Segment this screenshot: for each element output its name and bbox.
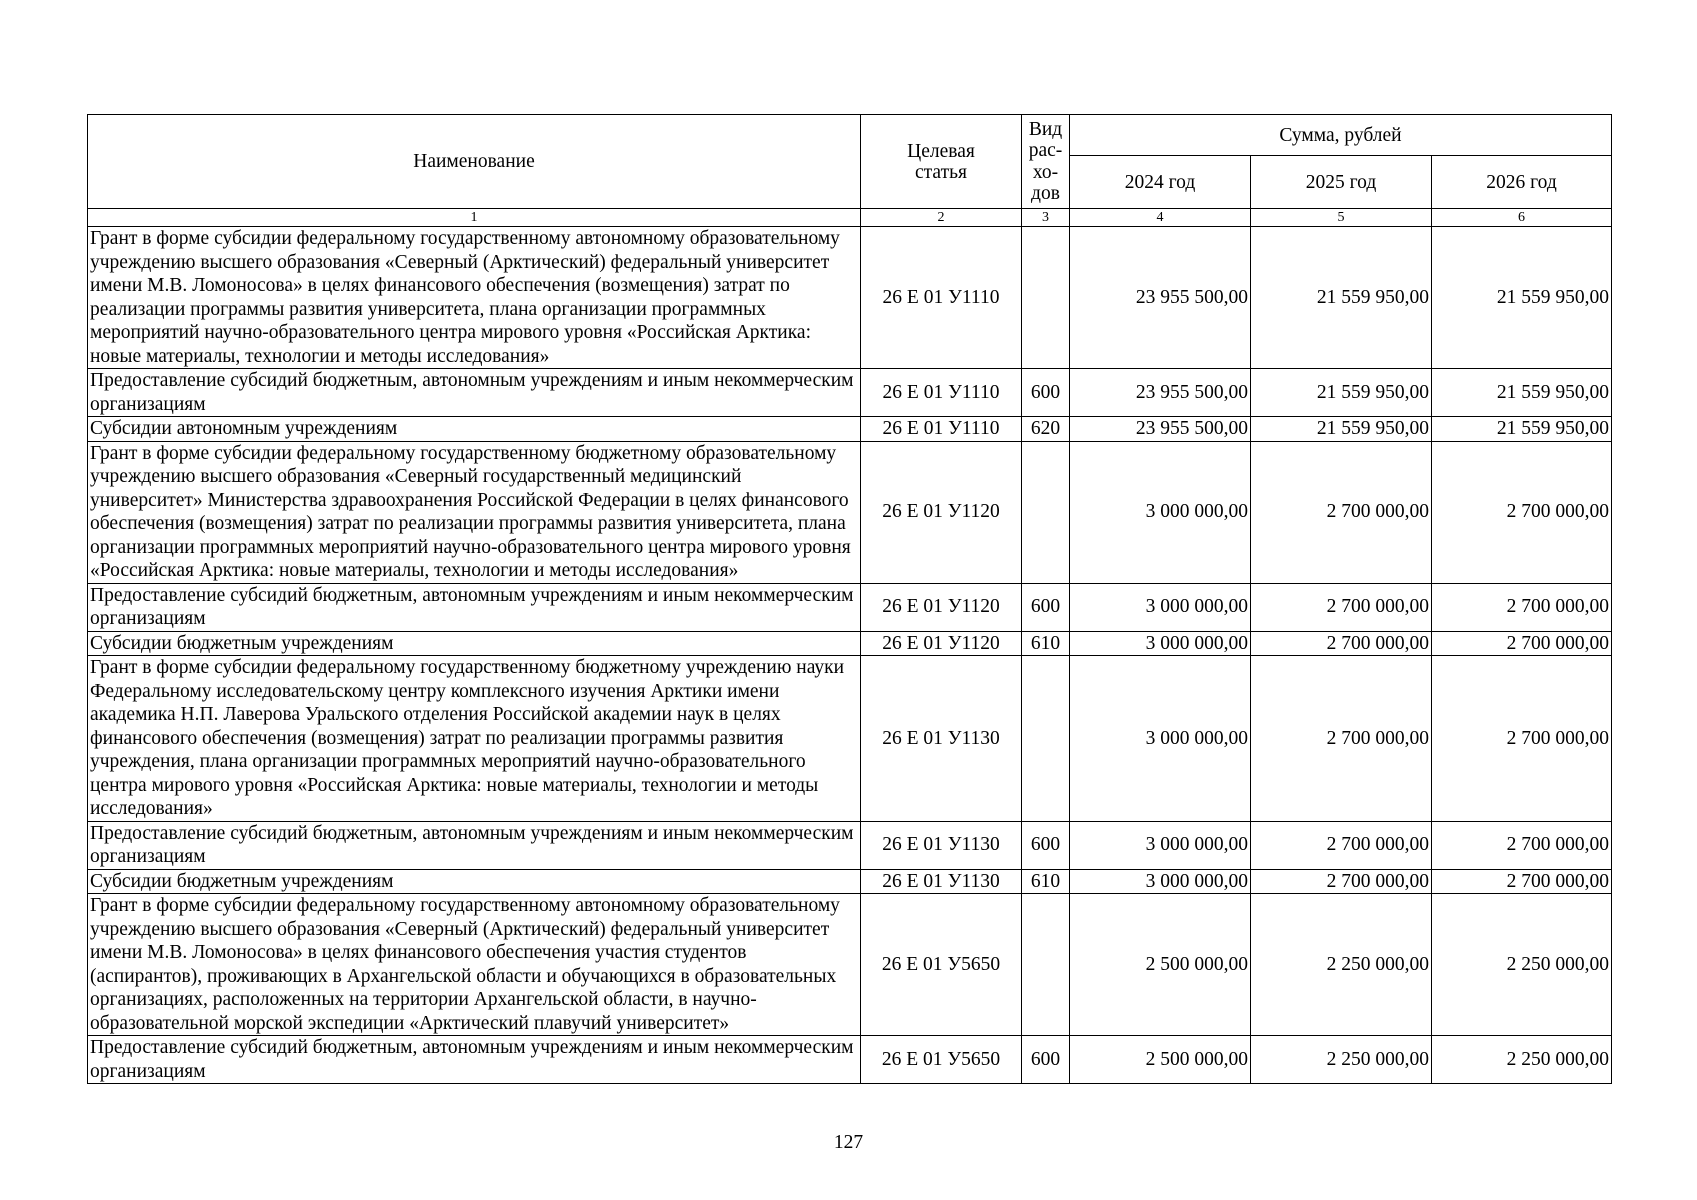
column-number: 3 <box>1022 209 1070 227</box>
row-amount-2025: 21 559 950,00 <box>1251 369 1432 417</box>
row-amount-2026: 2 250 000,00 <box>1432 894 1612 1036</box>
row-amount-2025: 2 700 000,00 <box>1251 441 1432 583</box>
row-expense-type: 620 <box>1022 417 1070 442</box>
row-amount-2026: 2 250 000,00 <box>1432 1036 1612 1084</box>
row-name: Грант в форме субсидии федеральному государственному бюджетному учреждению науки Федеральному исследовательскому центру комплексного изучения Арктики имени академика Н.П. Лаверова Уральского отделения Российской академии наук в целях финансового обеспечения (возмещения) затрат по реализации программы развития учреждения, плана организации программных мероприятий научно-образовательного центра мирового уровня «Российская Арктика: новые материалы, технологии и методы исследования» <box>88 656 861 822</box>
header-target-article: Целевая статья <box>861 115 1022 209</box>
column-number: 6 <box>1432 209 1612 227</box>
row-target-article: 26 Е 01 У1120 <box>861 441 1022 583</box>
row-amount-2025: 2 250 000,00 <box>1251 1036 1432 1084</box>
column-number: 2 <box>861 209 1022 227</box>
table-row <box>88 869 1612 894</box>
row-amount-2026: 2 700 000,00 <box>1432 821 1612 869</box>
row-amount-2024: 23 955 500,00 <box>1070 227 1251 369</box>
column-number: 4 <box>1070 209 1251 227</box>
table-row <box>88 894 1612 1036</box>
row-amount-2024: 3 000 000,00 <box>1070 441 1251 583</box>
row-name: Грант в форме субсидии федеральному государственному автономному образовательному учреждению высшего образования «Северный (Арктический) федеральный университет имени М.В. Ломоносова» в целях финансового обеспечения (возмещения) затрат по реализации программы развития университета, плана организации программных мероприятий научно-образовательного центра мирового уровня «Российская Арктика: новые материалы, технологии и методы исследования» <box>88 227 861 369</box>
row-amount-2026: 21 559 950,00 <box>1432 417 1612 442</box>
row-amount-2025: 21 559 950,00 <box>1251 227 1432 369</box>
row-amount-2025: 2 700 000,00 <box>1251 869 1432 894</box>
row-name: Субсидии автономным учреждениям <box>88 417 861 442</box>
row-amount-2026: 2 700 000,00 <box>1432 631 1612 656</box>
row-expense-type: 600 <box>1022 369 1070 417</box>
header-year-2025: 2025 год <box>1251 156 1432 209</box>
row-amount-2026: 2 700 000,00 <box>1432 441 1612 583</box>
row-amount-2024: 3 000 000,00 <box>1070 583 1251 631</box>
column-number: 5 <box>1251 209 1432 227</box>
page-number: 127 <box>833 1132 864 1153</box>
row-amount-2025: 2 250 000,00 <box>1251 894 1432 1036</box>
row-amount-2026: 2 700 000,00 <box>1432 869 1612 894</box>
header-year-2024: 2024 год <box>1070 156 1251 209</box>
row-expense-type: 600 <box>1022 583 1070 631</box>
budget-table <box>87 114 1612 1084</box>
row-amount-2024: 2 500 000,00 <box>1070 1036 1251 1084</box>
row-expense-type: 600 <box>1022 821 1070 869</box>
row-amount-2025: 2 700 000,00 <box>1251 583 1432 631</box>
row-expense-type <box>1022 441 1070 583</box>
row-name: Предоставление субсидий бюджетным, автономным учреждениям и иным некоммерческим организациям <box>88 1036 861 1084</box>
table-row <box>88 441 1612 583</box>
row-name: Грант в форме субсидии федеральному государственному бюджетному образовательному учреждению высшего образования «Северный государственный медицинский университет» Министерства здравоохранения Российской Федерации в целях финансового обеспечения (возмещения) затрат по реализации программы развития университета, плана организации программных мероприятий научно-образовательного центра мирового уровня «Российская Арктика: новые материалы, технологии и методы исследования» <box>88 441 861 583</box>
table-row <box>88 369 1612 417</box>
column-number-row <box>88 209 1612 227</box>
row-expense-type: 610 <box>1022 869 1070 894</box>
row-amount-2026: 2 700 000,00 <box>1432 656 1612 822</box>
row-amount-2025: 2 700 000,00 <box>1251 656 1432 822</box>
row-expense-type: 600 <box>1022 1036 1070 1084</box>
row-expense-type <box>1022 227 1070 369</box>
row-target-article: 26 Е 01 У1130 <box>861 656 1022 822</box>
table-row <box>88 227 1612 369</box>
row-target-article: 26 Е 01 У1130 <box>861 869 1022 894</box>
row-amount-2024: 23 955 500,00 <box>1070 417 1251 442</box>
row-amount-2025: 2 700 000,00 <box>1251 821 1432 869</box>
row-amount-2024: 23 955 500,00 <box>1070 369 1251 417</box>
row-expense-type <box>1022 894 1070 1036</box>
row-name: Субсидии бюджетным учреждениям <box>88 869 861 894</box>
row-amount-2025: 2 700 000,00 <box>1251 631 1432 656</box>
row-name: Субсидии бюджетным учреждениям <box>88 631 861 656</box>
row-amount-2026: 2 700 000,00 <box>1432 583 1612 631</box>
table-row <box>88 1036 1612 1084</box>
header-name: Наименование <box>88 115 861 209</box>
row-target-article: 26 Е 01 У5650 <box>861 1036 1022 1084</box>
table-row <box>88 583 1612 631</box>
row-amount-2025: 21 559 950,00 <box>1251 417 1432 442</box>
row-name: Предоставление субсидий бюджетным, автономным учреждениям и иным некоммерческим организациям <box>88 821 861 869</box>
row-target-article: 26 Е 01 У1110 <box>861 417 1022 442</box>
row-expense-type <box>1022 656 1070 822</box>
table-row <box>88 656 1612 822</box>
row-name: Предоставление субсидий бюджетным, автономным учреждениям и иным некоммерческим организациям <box>88 583 861 631</box>
row-target-article: 26 Е 01 У1110 <box>861 227 1022 369</box>
table-row <box>88 821 1612 869</box>
row-target-article: 26 Е 01 У1120 <box>861 631 1022 656</box>
row-name: Предоставление субсидий бюджетным, автономным учреждениям и иным некоммерческим организациям <box>88 369 861 417</box>
row-target-article: 26 Е 01 У1130 <box>861 821 1022 869</box>
table-row <box>88 631 1612 656</box>
column-number: 1 <box>88 209 861 227</box>
row-amount-2026: 21 559 950,00 <box>1432 227 1612 369</box>
row-target-article: 26 Е 01 У1120 <box>861 583 1022 631</box>
header-year-2026: 2026 год <box>1432 156 1612 209</box>
row-expense-type: 610 <box>1022 631 1070 656</box>
row-amount-2024: 3 000 000,00 <box>1070 656 1251 822</box>
table-body <box>88 227 1612 1084</box>
table-header <box>88 115 1612 227</box>
row-amount-2024: 3 000 000,00 <box>1070 869 1251 894</box>
row-amount-2024: 3 000 000,00 <box>1070 821 1251 869</box>
row-target-article: 26 Е 01 У5650 <box>861 894 1022 1036</box>
row-target-article: 26 Е 01 У1110 <box>861 369 1022 417</box>
row-amount-2026: 21 559 950,00 <box>1432 369 1612 417</box>
header-expense-type: Вид рас-хо-дов <box>1022 115 1070 209</box>
row-amount-2024: 2 500 000,00 <box>1070 894 1251 1036</box>
row-name: Грант в форме субсидии федеральному государственному автономному образовательному учреждению высшего образования «Северный (Арктический) федеральный университет имени М.В. Ломоносова» в целях финансового обеспечения участия студентов (аспирантов), проживающих в Архангельской области и обучающихся в образовательных организациях, расположенных на территории Архангельской области, в научно-образовательной морской экспедиции «Арктический плавучий университет» <box>88 894 861 1036</box>
row-amount-2024: 3 000 000,00 <box>1070 631 1251 656</box>
table-row <box>88 417 1612 442</box>
header-sum: Сумма, рублей <box>1070 115 1612 156</box>
